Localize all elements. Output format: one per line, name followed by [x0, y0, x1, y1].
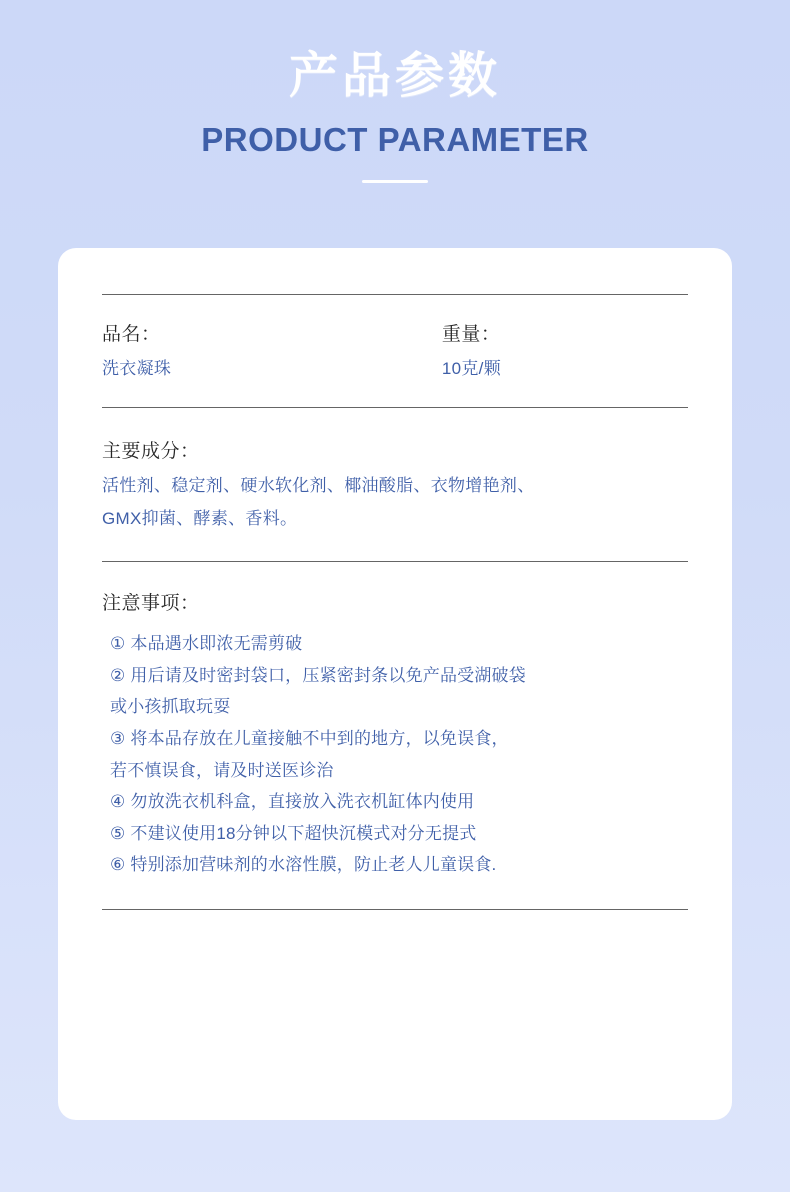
- list-item: 或小孩抓取玩耍: [110, 697, 231, 717]
- product-weight-block: [442, 317, 688, 385]
- list-item: ④ 勿放洗衣机科盒，直接放入洗衣机缸体内使用: [110, 792, 475, 812]
- title-underline-rule: [362, 180, 428, 183]
- ingredients-label: 主要成分：: [102, 441, 200, 463]
- product-weight-label: 重量：: [441, 324, 501, 345]
- list-item: ② 用后请及时密封袋口，压紧密封条以免产品受湖破袋: [110, 665, 526, 685]
- divider-middle-2: [102, 561, 688, 562]
- spec-card: [58, 248, 732, 1120]
- product-name-block: [102, 317, 442, 385]
- ingredients-line-1: 活性剂、稳定剂、硬水软化剂、椰油酸脂、衣物增艳剂、: [102, 476, 535, 496]
- section-basic-info: [102, 295, 688, 407]
- page-title-cn: 产品参数: [288, 49, 501, 103]
- ingredients-line-2: GMX抑菌、酵素、香料。: [102, 508, 298, 528]
- page-title-en: PRODUCT PARAMETER: [201, 120, 589, 158]
- page-header: [0, 0, 790, 183]
- section-ingredients: [102, 408, 688, 561]
- divider-middle-1: [102, 407, 688, 408]
- notes-label: 注意事项：: [102, 593, 200, 615]
- list-item: 若不慎误食，请及时送医诊治: [110, 760, 334, 780]
- list-item: ① 本品遇水即浓无需剪破: [110, 634, 303, 654]
- list-item: ③ 将本品存放在儿童接触不中到的地方，以免误食，: [110, 729, 509, 748]
- section-notes: [102, 562, 688, 909]
- divider-bottom: [102, 909, 688, 910]
- list-item: ⑥ 特别添加营味剂的水溶性膜，防止老人儿童误食.: [110, 855, 497, 875]
- divider-top: [102, 294, 688, 295]
- product-weight-value: 10克/颗: [441, 359, 502, 379]
- list-item: ⑤ 不建议使用18分钟以下超快沉模式对分无提式: [110, 823, 477, 843]
- notes-list: [102, 628, 688, 881]
- product-name-value: 洗衣凝珠: [102, 359, 172, 379]
- product-name-label: 品名：: [102, 324, 161, 345]
